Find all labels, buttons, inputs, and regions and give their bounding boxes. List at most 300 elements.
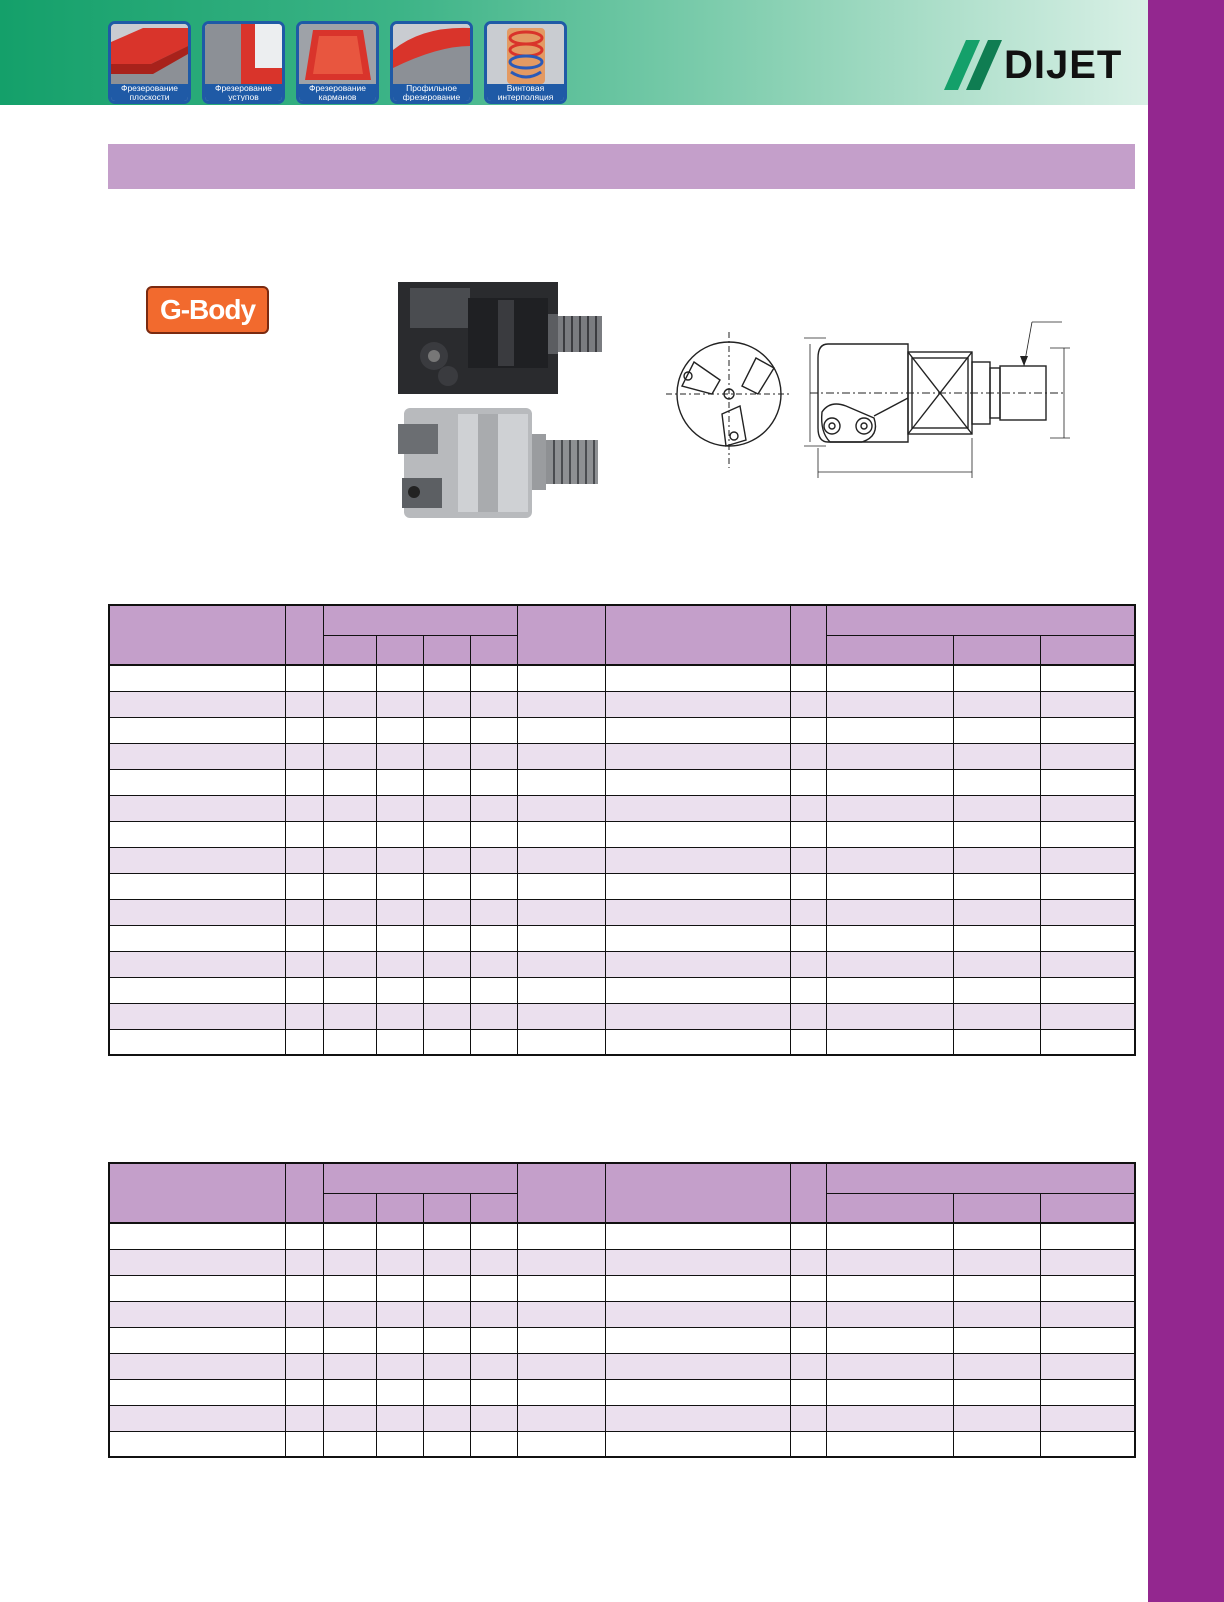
table-header-cell: [605, 605, 790, 665]
table-cell: [605, 1379, 790, 1405]
table-cell: [470, 795, 517, 821]
table-cell: [376, 977, 423, 1003]
dijet-logo: [944, 40, 1134, 90]
table-header-cell: [517, 605, 605, 665]
table-header-cell: [470, 635, 517, 665]
table-cell: [423, 1301, 470, 1327]
logo-text: DIJET: [1004, 43, 1123, 87]
table-row: [109, 977, 1135, 1003]
table-cell: [1041, 691, 1135, 717]
table-cell: [791, 951, 827, 977]
table-header-cell: [423, 1193, 470, 1223]
g-body-badge: G-Body: [146, 286, 269, 334]
table-header-cell: [791, 1163, 827, 1223]
table-row: [109, 1405, 1135, 1431]
table-cell: [954, 1249, 1041, 1275]
table-cell: [827, 1405, 954, 1431]
table-cell: [323, 847, 376, 873]
table-cell: [323, 873, 376, 899]
product-photo-silver: [398, 404, 604, 524]
table-cell: [285, 1327, 323, 1353]
table-cell: [517, 1223, 605, 1249]
table-cell: [470, 899, 517, 925]
table-cell: [109, 873, 285, 899]
table-cell: [827, 1301, 954, 1327]
spec-table-1: [108, 604, 1136, 1056]
table-header-cell: [827, 635, 954, 665]
table-cell: [285, 951, 323, 977]
table-cell: [423, 769, 470, 795]
table-cell: [827, 821, 954, 847]
table-cell: [376, 821, 423, 847]
table-cell: [376, 873, 423, 899]
table-cell: [517, 769, 605, 795]
table-row: [109, 1301, 1135, 1327]
table-cell: [517, 1431, 605, 1457]
table-cell: [423, 951, 470, 977]
table-cell: [517, 873, 605, 899]
table-cell: [954, 1379, 1041, 1405]
table-cell: [1041, 925, 1135, 951]
table-cell: [605, 717, 790, 743]
table-cell: [517, 1249, 605, 1275]
table-cell: [954, 1003, 1041, 1029]
table-cell: [827, 951, 954, 977]
table-row: [109, 1275, 1135, 1301]
table-cell: [827, 1249, 954, 1275]
table-cell: [376, 951, 423, 977]
table-cell: [470, 1405, 517, 1431]
product-photo-dark: [398, 278, 604, 402]
table-cell: [285, 665, 323, 691]
table-cell: [323, 1327, 376, 1353]
table-header-cell: [109, 605, 285, 665]
table-header-cell: [323, 635, 376, 665]
table-cell: [323, 1379, 376, 1405]
pocket-milling-icon: [296, 21, 379, 104]
table-cell: [791, 795, 827, 821]
table-cell: [323, 665, 376, 691]
table-cell: [605, 1301, 790, 1327]
table-cell: [827, 873, 954, 899]
table-cell: [323, 977, 376, 1003]
table-cell: [605, 691, 790, 717]
table-cell: [791, 1405, 827, 1431]
table-cell: [827, 665, 954, 691]
table-row: [109, 1431, 1135, 1457]
table-header-cell: [285, 605, 323, 665]
op-label: [111, 84, 188, 101]
table-header-cell: [1041, 635, 1135, 665]
helical-interpolation-icon: [484, 21, 567, 104]
table-header-cell: [323, 605, 517, 635]
table-cell: [109, 977, 285, 1003]
table-cell: [376, 1301, 423, 1327]
table-cell: [423, 847, 470, 873]
table-cell: [1041, 977, 1135, 1003]
table-cell: [954, 847, 1041, 873]
table-cell: [954, 873, 1041, 899]
table-cell: [376, 743, 423, 769]
table-cell: [517, 1301, 605, 1327]
table-cell: [376, 1029, 423, 1055]
table-cell: [605, 743, 790, 769]
table-cell: [827, 795, 954, 821]
table-cell: [827, 691, 954, 717]
table-header-cell: [517, 1163, 605, 1223]
op-label-line: Фрезерование: [308, 83, 367, 93]
table-cell: [605, 1275, 790, 1301]
op-label: [487, 84, 564, 101]
shoulder-milling-icon: [202, 21, 285, 104]
table-cell: [285, 795, 323, 821]
table-row: [109, 717, 1135, 743]
table-cell: [109, 821, 285, 847]
table-cell: [323, 743, 376, 769]
table-cell: [109, 743, 285, 769]
table-cell: [323, 1029, 376, 1055]
table-cell: [423, 821, 470, 847]
table-cell: [376, 1223, 423, 1249]
table-cell: [791, 1301, 827, 1327]
table-cell: [954, 977, 1041, 1003]
face-milling-icon: [108, 21, 191, 104]
table-cell: [605, 1029, 790, 1055]
table-header-cell: [323, 1193, 376, 1223]
table-cell: [285, 1249, 323, 1275]
op-label-line: плоскости: [129, 91, 170, 102]
table-cell: [1041, 1405, 1135, 1431]
op-label-line: карманов: [318, 91, 357, 102]
table-cell: [827, 1327, 954, 1353]
table-cell: [605, 821, 790, 847]
table-cell: [605, 1327, 790, 1353]
table-row: [109, 1223, 1135, 1249]
table-cell: [323, 691, 376, 717]
table-cell: [605, 951, 790, 977]
table-header-cell: [423, 635, 470, 665]
table-cell: [470, 717, 517, 743]
table-cell: [791, 1431, 827, 1457]
table-cell: [827, 1029, 954, 1055]
table-cell: [1041, 821, 1135, 847]
table-cell: [323, 1275, 376, 1301]
table-row: [109, 691, 1135, 717]
table-header-cell: [605, 1163, 790, 1223]
table-cell: [1041, 847, 1135, 873]
table-cell: [827, 1431, 954, 1457]
table-cell: [517, 665, 605, 691]
table-cell: [791, 1029, 827, 1055]
table-cell: [470, 847, 517, 873]
table-cell: [517, 1275, 605, 1301]
table-cell: [376, 847, 423, 873]
table-cell: [1041, 1379, 1135, 1405]
table-cell: [827, 1003, 954, 1029]
table-cell: [470, 1379, 517, 1405]
table-cell: [605, 1249, 790, 1275]
table-cell: [109, 1003, 285, 1029]
table-cell: [827, 717, 954, 743]
table-cell: [470, 951, 517, 977]
table-cell: [470, 1003, 517, 1029]
table-cell: [285, 1379, 323, 1405]
table-cell: [109, 951, 285, 977]
table-cell: [605, 1223, 790, 1249]
table-cell: [954, 821, 1041, 847]
table-cell: [1041, 899, 1135, 925]
op-label-line: Профильное: [406, 83, 457, 93]
table-cell: [109, 795, 285, 821]
table-cell: [470, 691, 517, 717]
table-cell: [1041, 1431, 1135, 1457]
table-cell: [285, 847, 323, 873]
table-cell: [323, 899, 376, 925]
side-accent-bar: [1148, 0, 1224, 1602]
table-cell: [827, 769, 954, 795]
table-cell: [109, 1431, 285, 1457]
table-cell: [827, 1353, 954, 1379]
table-cell: [109, 1029, 285, 1055]
table-cell: [470, 821, 517, 847]
table-row: [109, 821, 1135, 847]
table-cell: [285, 977, 323, 1003]
table-cell: [423, 1327, 470, 1353]
table-cell: [605, 769, 790, 795]
table-cell: [517, 743, 605, 769]
table-cell: [1041, 1353, 1135, 1379]
table-cell: [1041, 873, 1135, 899]
table-cell: [517, 691, 605, 717]
table-cell: [517, 1353, 605, 1379]
table-row: [109, 743, 1135, 769]
table-cell: [470, 769, 517, 795]
table-row: [109, 847, 1135, 873]
table-cell: [323, 717, 376, 743]
table-cell: [423, 717, 470, 743]
table-cell: [423, 977, 470, 1003]
table-cell: [285, 1353, 323, 1379]
table-cell: [423, 1249, 470, 1275]
table-cell: [109, 1223, 285, 1249]
table-cell: [323, 769, 376, 795]
table-cell: [827, 1275, 954, 1301]
table-cell: [285, 1275, 323, 1301]
profile-milling-icon: [390, 21, 473, 104]
table-cell: [954, 665, 1041, 691]
table-row: [109, 769, 1135, 795]
op-label-line: Фрезерование: [120, 83, 179, 93]
table-cell: [423, 1003, 470, 1029]
table-row: [109, 1353, 1135, 1379]
table-body: [109, 665, 1135, 1055]
drawing-end-view: [664, 332, 794, 468]
table-cell: [109, 1327, 285, 1353]
table-cell: [285, 1223, 323, 1249]
table-cell: [323, 821, 376, 847]
table-cell: [285, 1431, 323, 1457]
table-cell: [791, 665, 827, 691]
table-cell: [954, 795, 1041, 821]
table-cell: [423, 691, 470, 717]
table-cell: [827, 899, 954, 925]
table-cell: [109, 1249, 285, 1275]
table-header-cell: [1041, 1193, 1135, 1223]
table-cell: [827, 1223, 954, 1249]
table-row: [109, 1029, 1135, 1055]
table-cell: [954, 951, 1041, 977]
table-cell: [954, 1353, 1041, 1379]
table-cell: [285, 717, 323, 743]
table-cell: [376, 691, 423, 717]
table-cell: [954, 1275, 1041, 1301]
table-cell: [1041, 743, 1135, 769]
table-cell: [791, 1249, 827, 1275]
table-cell: [285, 873, 323, 899]
table-row: [109, 951, 1135, 977]
table-cell: [954, 1327, 1041, 1353]
table-cell: [470, 873, 517, 899]
table-cell: [1041, 1029, 1135, 1055]
table-cell: [517, 1405, 605, 1431]
op-label-line: Фрезерование: [214, 83, 273, 93]
table-cell: [376, 665, 423, 691]
table-cell: [323, 925, 376, 951]
table-cell: [470, 925, 517, 951]
table-cell: [109, 691, 285, 717]
table-cell: [954, 925, 1041, 951]
table-cell: [285, 1003, 323, 1029]
table-cell: [323, 951, 376, 977]
table-cell: [376, 1275, 423, 1301]
table-cell: [1041, 1249, 1135, 1275]
table-cell: [423, 1275, 470, 1301]
table-cell: [423, 795, 470, 821]
table-cell: [605, 1353, 790, 1379]
op-label-line: уступов: [228, 91, 259, 102]
table-cell: [954, 743, 1041, 769]
table-cell: [285, 1405, 323, 1431]
table-header-cell: [954, 635, 1041, 665]
table-cell: [791, 769, 827, 795]
table-cell: [376, 1249, 423, 1275]
table-cell: [423, 1405, 470, 1431]
table-cell: [470, 1301, 517, 1327]
table-cell: [954, 899, 1041, 925]
table-header-cell: [376, 1193, 423, 1223]
table-cell: [470, 743, 517, 769]
table-row: [109, 795, 1135, 821]
table-cell: [423, 1029, 470, 1055]
table-cell: [517, 795, 605, 821]
table-cell: [323, 795, 376, 821]
drawing-side-view: [800, 308, 1090, 488]
table-row: [109, 1327, 1135, 1353]
table-cell: [423, 1431, 470, 1457]
table-cell: [1041, 1301, 1135, 1327]
table-cell: [376, 795, 423, 821]
table-cell: [605, 899, 790, 925]
table-cell: [323, 1301, 376, 1327]
table-cell: [1041, 1223, 1135, 1249]
table-cell: [423, 743, 470, 769]
table-cell: [376, 925, 423, 951]
table-cell: [470, 1249, 517, 1275]
table-cell: [517, 1003, 605, 1029]
table-cell: [1041, 795, 1135, 821]
table-cell: [109, 1405, 285, 1431]
table-row: [109, 1249, 1135, 1275]
table-cell: [323, 1003, 376, 1029]
table-cell: [517, 717, 605, 743]
table-row: [109, 665, 1135, 691]
op-label-line: фрезерование: [402, 91, 461, 102]
table-header-cell: [376, 635, 423, 665]
table-cell: [517, 925, 605, 951]
table-cell: [1041, 951, 1135, 977]
table-row: [109, 873, 1135, 899]
table-cell: [517, 899, 605, 925]
table-cell: [423, 1379, 470, 1405]
table-cell: [376, 769, 423, 795]
table-cell: [605, 977, 790, 1003]
table-cell: [109, 1275, 285, 1301]
table-cell: [323, 1431, 376, 1457]
table-cell: [470, 977, 517, 1003]
table-cell: [423, 665, 470, 691]
table-cell: [285, 821, 323, 847]
table-row: [109, 1379, 1135, 1405]
table-cell: [285, 743, 323, 769]
op-label-line: интерполяция: [497, 91, 554, 102]
table-cell: [470, 1327, 517, 1353]
table-cell: [423, 899, 470, 925]
table-cell: [827, 977, 954, 1003]
table-body: [109, 1223, 1135, 1457]
table-cell: [376, 1327, 423, 1353]
table-header-cell: [285, 1163, 323, 1223]
table-cell: [954, 769, 1041, 795]
table-cell: [376, 1405, 423, 1431]
table-cell: [605, 665, 790, 691]
table-cell: [827, 743, 954, 769]
table-cell: [109, 665, 285, 691]
table-cell: [470, 1275, 517, 1301]
table-cell: [376, 717, 423, 743]
table-cell: [517, 1029, 605, 1055]
op-label: [299, 84, 376, 101]
table-cell: [954, 1431, 1041, 1457]
table-cell: [954, 1301, 1041, 1327]
op-label: [393, 84, 470, 101]
table-cell: [954, 717, 1041, 743]
table-cell: [1041, 1327, 1135, 1353]
table-cell: [791, 977, 827, 1003]
table-cell: [323, 1405, 376, 1431]
table-cell: [791, 821, 827, 847]
table-cell: [791, 743, 827, 769]
table-row: [109, 1003, 1135, 1029]
spec-table-2: [108, 1162, 1136, 1458]
table-cell: [285, 691, 323, 717]
table-cell: [285, 899, 323, 925]
title-bar: [108, 144, 1135, 189]
table-header-cell: [109, 1163, 285, 1223]
table-header-cell: [827, 1193, 954, 1223]
table-cell: [285, 925, 323, 951]
table-cell: [109, 717, 285, 743]
table-cell: [517, 821, 605, 847]
